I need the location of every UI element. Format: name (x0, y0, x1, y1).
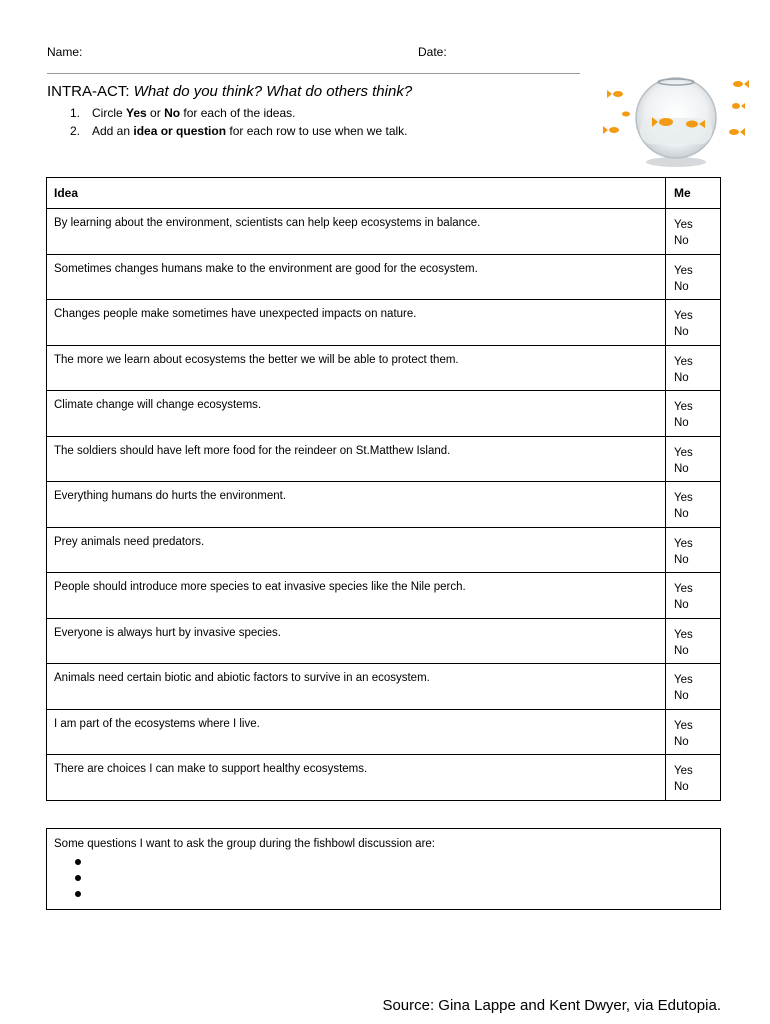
idea-statement: People should introduce more species to eat invasive species like the Nile perch. (47, 573, 666, 619)
idea-statement: Prey animals need predators. (47, 527, 666, 573)
question-bullet (69, 886, 81, 902)
yes-option[interactable]: Yes (674, 219, 693, 231)
instruction-number: 2. (70, 124, 81, 138)
table-row (47, 482, 721, 528)
goldfish-bowl-icon (596, 70, 756, 170)
no-option[interactable]: No (674, 599, 689, 611)
idea-statement: Everyone is always hurt by invasive species. (47, 618, 666, 664)
idea-statement: The soldiers should have left more food for the reindeer on St.Matthew Island. (47, 436, 666, 482)
yes-option[interactable]: Yes (674, 765, 693, 777)
me-response-cell (666, 254, 721, 300)
table-row (47, 391, 721, 437)
title-prefix: INTRA-ACT: (47, 83, 134, 100)
questions-bullet-list (69, 854, 81, 902)
yes-option[interactable]: Yes (674, 310, 693, 322)
idea-statement: By learning about the environment, scientists can help keep ecosystems in balance. (47, 209, 666, 255)
me-response-cell (666, 755, 721, 801)
no-option[interactable]: No (674, 644, 689, 657)
yes-option[interactable]: Yes (674, 674, 693, 686)
me-response-cell (666, 209, 721, 255)
yes-option[interactable]: Yes (674, 628, 693, 641)
me-response-cell (666, 300, 721, 346)
no-option[interactable]: No (674, 235, 689, 247)
yes-option[interactable]: Yes (674, 492, 693, 504)
no-option[interactable]: No (674, 417, 689, 429)
source-credit: Source: Gina Lappe and Kent Dwyer, via Edutopia. (382, 997, 721, 1014)
question-bullet (69, 870, 81, 886)
no-option[interactable]: No (674, 371, 689, 384)
idea-statement: Everything humans do hurts the environment. (47, 482, 666, 528)
no-option[interactable]: No (674, 781, 689, 793)
idea-statement: Sometimes changes humans make to the environment are good for the ecosystem. (47, 254, 666, 300)
instruction-emphasis: No (164, 106, 181, 120)
instruction-fragment: for each of the ideas. (180, 106, 296, 120)
question-bullet (69, 854, 81, 870)
yes-option[interactable]: Yes (674, 719, 693, 732)
instruction-item (70, 104, 408, 122)
bullet-dot-icon (75, 891, 81, 897)
no-option[interactable]: No (674, 508, 689, 520)
instruction-item (70, 122, 408, 140)
table-row (47, 209, 721, 255)
ideas-table (46, 177, 721, 801)
table-row (47, 618, 721, 664)
instruction-emphasis: idea or question (133, 124, 227, 138)
instruction-text (92, 104, 295, 122)
bullet-dot-icon (75, 859, 81, 865)
yes-option[interactable]: Yes (674, 401, 693, 413)
me-response-cell (666, 482, 721, 528)
idea-statement: Climate change will change ecosystems. (47, 391, 666, 437)
table-row (47, 573, 721, 619)
table-row (47, 527, 721, 573)
date-label: Date: (418, 45, 447, 59)
me-response-cell (666, 527, 721, 573)
name-label: Name: (47, 45, 83, 59)
me-response-cell (666, 391, 721, 437)
header-rule (47, 73, 580, 74)
instruction-fragment: for each row to use when we talk. (226, 124, 408, 138)
no-option[interactable]: No (674, 280, 689, 293)
table-row (47, 300, 721, 346)
instructions-list (70, 104, 408, 140)
no-option[interactable]: No (674, 462, 689, 475)
idea-statement: I am part of the ecosystems where I live. (47, 709, 666, 755)
me-response-cell (666, 618, 721, 664)
table-row (47, 755, 721, 801)
me-response-cell (666, 709, 721, 755)
instruction-text (92, 122, 408, 140)
me-response-cell (666, 573, 721, 619)
idea-statement: The more we learn about ecosystems the better we will be able to protect them. (47, 345, 666, 391)
me-response-cell (666, 664, 721, 710)
questions-prompt: Some questions I want to ask the group during the fishbowl discussion are: (54, 838, 435, 850)
no-option[interactable]: No (674, 326, 689, 338)
idea-column-header: Idea (47, 178, 666, 209)
table-row (47, 664, 721, 710)
yes-option[interactable]: Yes (674, 264, 693, 277)
no-option[interactable]: No (674, 735, 689, 748)
idea-statement: Changes people make sometimes have unexpected impacts on nature. (47, 300, 666, 346)
table-row (47, 709, 721, 755)
no-option[interactable]: No (674, 553, 689, 566)
table-row (47, 254, 721, 300)
instruction-fragment: or (146, 106, 165, 120)
me-response-cell (666, 345, 721, 391)
yes-option[interactable]: Yes (674, 537, 693, 550)
yes-option[interactable]: Yes (674, 583, 693, 595)
questions-box (46, 828, 721, 910)
title-question: What do you think? What do others think? (133, 83, 413, 100)
idea-statement: Animals need certain biotic and abiotic factors to survive in an ecosystem. (47, 664, 666, 710)
table-header-row (47, 178, 721, 209)
instruction-fragment: Circle (92, 106, 127, 120)
instruction-fragment: Add an (92, 124, 134, 138)
no-option[interactable]: No (674, 690, 689, 702)
yes-option[interactable]: Yes (674, 355, 693, 368)
page-title (47, 83, 412, 100)
instruction-emphasis: Yes (126, 106, 147, 120)
instruction-number: 1. (70, 106, 81, 120)
me-response-cell (666, 436, 721, 482)
idea-statement: There are choices I can make to support healthy ecosystems. (47, 755, 666, 801)
yes-option[interactable]: Yes (674, 446, 693, 459)
me-column-header: Me (666, 178, 721, 209)
bullet-dot-icon (75, 875, 81, 881)
table-row (47, 436, 721, 482)
table-row (47, 345, 721, 391)
